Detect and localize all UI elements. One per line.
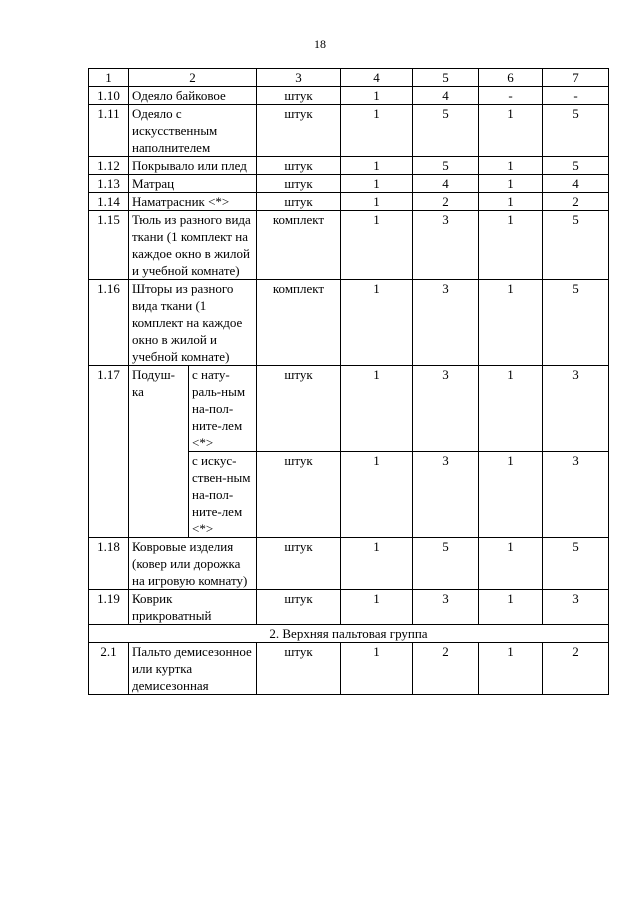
row-number: 1.11	[89, 105, 129, 157]
value-cell: 2	[413, 643, 479, 695]
row-number: 1.18	[89, 538, 129, 590]
value-cell: 5	[543, 280, 609, 366]
unit-cell: штук	[257, 105, 341, 157]
table-row	[89, 193, 609, 211]
row-number: 1.16	[89, 280, 129, 366]
header-cell: 4	[341, 69, 413, 87]
value-cell: 2	[543, 643, 609, 695]
item-name: Пальто демисезонное или куртка демисезонная	[129, 643, 257, 695]
table-row	[89, 175, 609, 193]
row-number: 1.17	[89, 366, 129, 538]
item-name: Одеяло байковое	[129, 87, 257, 105]
row-number: 1.10	[89, 87, 129, 105]
value-cell: 1	[341, 105, 413, 157]
unit-cell: штук	[257, 590, 341, 625]
item-name: Ковровые изделия (ковер или дорожка на игровую комнату)	[129, 538, 257, 590]
row-number: 1.14	[89, 193, 129, 211]
row-number: 1.12	[89, 157, 129, 175]
value-cell: 1	[341, 157, 413, 175]
norms-table	[88, 68, 609, 695]
value-cell: 1	[341, 452, 413, 538]
value-cell: 1	[479, 211, 543, 280]
value-cell: -	[543, 87, 609, 105]
value-cell: 5	[543, 105, 609, 157]
value-cell: 3	[543, 590, 609, 625]
value-cell: 5	[543, 538, 609, 590]
unit-cell: штук	[257, 538, 341, 590]
row-number: 2.1	[89, 643, 129, 695]
value-cell: 4	[543, 175, 609, 193]
row-number: 1.13	[89, 175, 129, 193]
table-row	[89, 590, 609, 625]
value-cell: 5	[543, 157, 609, 175]
unit-cell: штук	[257, 157, 341, 175]
table-row	[89, 211, 609, 280]
value-cell: 1	[479, 105, 543, 157]
table-row	[89, 280, 609, 366]
header-cell: 6	[479, 69, 543, 87]
unit-cell: штук	[257, 643, 341, 695]
unit-cell: штук	[257, 366, 341, 452]
item-name: Шторы из разного вида ткани (1 комплект на каждое окно в жилой и учебной комнате)	[129, 280, 257, 366]
item-name: Покрывало или плед	[129, 157, 257, 175]
row-number: 1.15	[89, 211, 129, 280]
value-cell: 1	[341, 538, 413, 590]
value-cell: 1	[341, 643, 413, 695]
value-cell: 3	[413, 590, 479, 625]
unit-cell: штук	[257, 175, 341, 193]
unit-cell: комплект	[257, 211, 341, 280]
page-number: 18	[314, 37, 326, 51]
value-cell: 4	[413, 87, 479, 105]
value-cell: 3	[413, 280, 479, 366]
header-cell: 1	[89, 69, 129, 87]
sub-item-name: с искус-ствен-ным на-пол-ните-лем <*>	[189, 452, 257, 538]
table-row	[89, 538, 609, 590]
table-row	[89, 366, 609, 452]
section-row	[89, 625, 609, 643]
item-name: Тюль из разного вида ткани (1 комплект на каждое окно в жилой и учебной комнате)	[129, 211, 257, 280]
unit-cell: комплект	[257, 280, 341, 366]
value-cell: 2	[413, 193, 479, 211]
value-cell: 3	[543, 452, 609, 538]
header-cell: 3	[257, 69, 341, 87]
value-cell: 3	[413, 452, 479, 538]
value-cell: 1	[341, 590, 413, 625]
value-cell: 1	[479, 643, 543, 695]
value-cell: 2	[543, 193, 609, 211]
value-cell: 4	[413, 175, 479, 193]
value-cell: 1	[479, 590, 543, 625]
table-row	[89, 157, 609, 175]
unit-cell: штук	[257, 452, 341, 538]
value-cell: 1	[479, 452, 543, 538]
value-cell: 3	[413, 211, 479, 280]
header-cell: 5	[413, 69, 479, 87]
value-cell: 5	[413, 538, 479, 590]
row-number: 1.19	[89, 590, 129, 625]
header-cell: 7	[543, 69, 609, 87]
value-cell: 1	[479, 193, 543, 211]
item-name: Наматрасник <*>	[129, 193, 257, 211]
table-row	[89, 105, 609, 157]
sub-item-name: с нату-раль-ным на-пол-ните-лем <*>	[189, 366, 257, 452]
value-cell: 1	[479, 175, 543, 193]
value-cell: 1	[341, 87, 413, 105]
value-cell: 5	[413, 105, 479, 157]
value-cell: 3	[413, 366, 479, 452]
header-row	[89, 69, 609, 87]
table-row	[89, 643, 609, 695]
item-name: Одеяло с искусственным наполнителем	[129, 105, 257, 157]
header-cell: 2	[129, 69, 257, 87]
unit-cell: штук	[257, 193, 341, 211]
section-title: 2. Верхняя пальтовая группа	[89, 625, 609, 643]
value-cell: 1	[341, 211, 413, 280]
item-name: Матрац	[129, 175, 257, 193]
table-row	[89, 87, 609, 105]
value-cell: 5	[543, 211, 609, 280]
item-name: Подуш-ка	[129, 366, 189, 538]
value-cell: 1	[479, 157, 543, 175]
value-cell: 1	[341, 280, 413, 366]
unit-cell: штук	[257, 87, 341, 105]
value-cell: 3	[543, 366, 609, 452]
value-cell: 1	[479, 366, 543, 452]
value-cell: 1	[341, 175, 413, 193]
value-cell: 1	[479, 280, 543, 366]
value-cell: -	[479, 87, 543, 105]
value-cell: 1	[341, 193, 413, 211]
item-name: Коврик прикроватный	[129, 590, 257, 625]
value-cell: 5	[413, 157, 479, 175]
value-cell: 1	[341, 366, 413, 452]
value-cell: 1	[479, 538, 543, 590]
